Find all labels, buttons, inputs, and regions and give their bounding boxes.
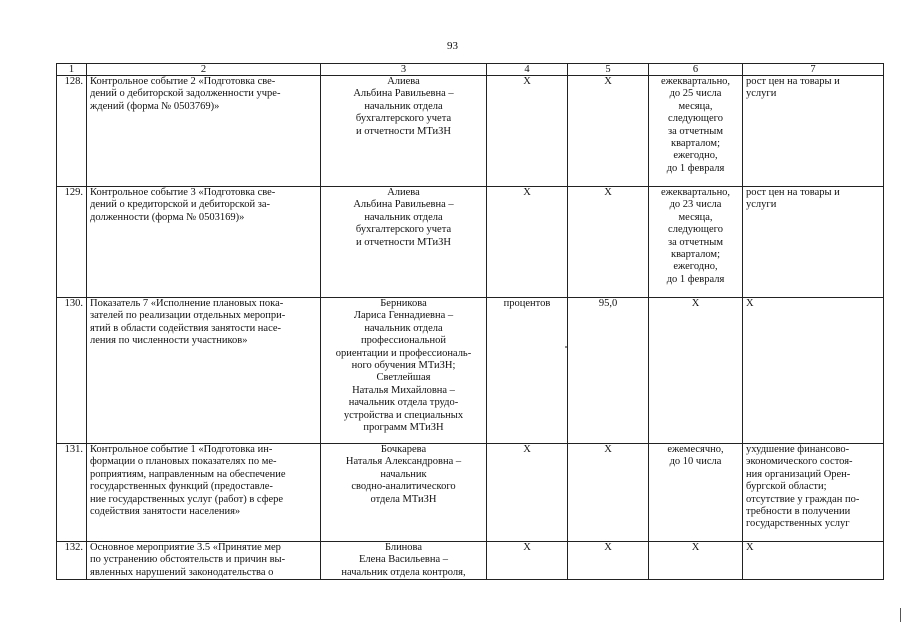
col-header: 2 (87, 64, 321, 76)
event-description: Контрольное событие 3 «Подготовка све- дений о кредиторской и дебиторской за- долженности (форма № 0503169)» (87, 187, 321, 298)
responsible-person: Бочкарева Наталья Александровна – начальник сводно-аналитического отдела МТиЗН (321, 444, 487, 542)
scan-edge-mark (900, 608, 901, 622)
table-row (57, 187, 884, 298)
event-description: Контрольное событие 2 «Подготовка све- дений о дебиторской задолженности учре- ждений (форма № 0503769)» (87, 76, 321, 187)
row-number: 128. (57, 76, 87, 187)
row-number: 132. (57, 542, 87, 580)
responsible-person: Алиева Альбина Равильевна – начальник отдела бухгалтерского учета и отчетности МТиЗН (321, 76, 487, 187)
value-cell: Х (568, 542, 649, 580)
table-row (57, 542, 884, 580)
responsible-person: Алиева Альбина Равильевна – начальник отдела бухгалтерского учета и отчетности МТиЗН (321, 187, 487, 298)
row-number: 131. (57, 444, 87, 542)
risk-cell: ухудшение финансово- экономического состоя- ния организаций Орен- бургской области; отсутствие у граждан по- требности в получении государственных услуг (743, 444, 884, 542)
table-row (57, 76, 884, 187)
col-header: 7 (743, 64, 884, 76)
col-header: 5 (568, 64, 649, 76)
risk-cell: Х (743, 298, 884, 444)
value-cell: Х (568, 76, 649, 187)
table-row (57, 298, 884, 444)
risk-cell: рост цен на товары и услуги (743, 76, 884, 187)
col-header: 3 (321, 64, 487, 76)
unit-cell: Х (487, 187, 568, 298)
value-cell: Х (568, 187, 649, 298)
risk-cell: рост цен на товары и услуги (743, 187, 884, 298)
row-number: 129. (57, 187, 87, 298)
unit-cell: процентов (487, 298, 568, 444)
value-cell: Х (568, 444, 649, 542)
value-cell: 95,0 (568, 298, 649, 444)
column-number-row (57, 64, 884, 76)
col-header: 6 (649, 64, 743, 76)
event-description: Показатель 7 «Исполнение плановых пока- зателей по реализации отдельных меропри- ятий в области содействия занятости насе- ления по численности участников» (87, 298, 321, 444)
row-number: 130. (57, 298, 87, 444)
unit-cell: Х (487, 76, 568, 187)
scan-speck (565, 346, 567, 348)
deadline-cell: ежеквартально, до 23 числа месяца, следующего за отчетным кварталом; ежегодно, до 1 февраля (649, 187, 743, 298)
deadline-cell: Х (649, 542, 743, 580)
table-row (57, 444, 884, 542)
event-description: Контрольное событие 1 «Подготовка ин- формации о плановых показателях по ме- роприятиям, направленным на обеспечение государственных функций (предоставле- ние государственных услуг (работ) в сфере содействия занятости населения» (87, 444, 321, 542)
page-number: 93 (447, 40, 458, 52)
unit-cell: Х (487, 542, 568, 580)
responsible-person: Берникова Лариса Геннадиевна – начальник отдела профессиональной ориентации и профессиональ- ного обучения МТиЗН; Светлейшая Наталья Михайловна – начальник отдела трудо- устройства и специальных программ МТиЗН (321, 298, 487, 444)
deadline-cell: ежеквартально, до 25 числа месяца, следующего за отчетным кварталом; ежегодно, до 1 февраля (649, 76, 743, 187)
event-description: Основное мероприятие 3.5 «Принятие мер по устранению обстоятельств и причин вы- явленных нарушений законодательства о (87, 542, 321, 580)
deadline-cell: ежемесячно, до 10 числа (649, 444, 743, 542)
col-header: 1 (57, 64, 87, 76)
col-header: 4 (487, 64, 568, 76)
unit-cell: Х (487, 444, 568, 542)
responsible-person: Блинова Елена Васильевна – начальник отдела контроля, (321, 542, 487, 580)
risk-cell: Х (743, 542, 884, 580)
document-table (56, 63, 884, 580)
deadline-cell: Х (649, 298, 743, 444)
